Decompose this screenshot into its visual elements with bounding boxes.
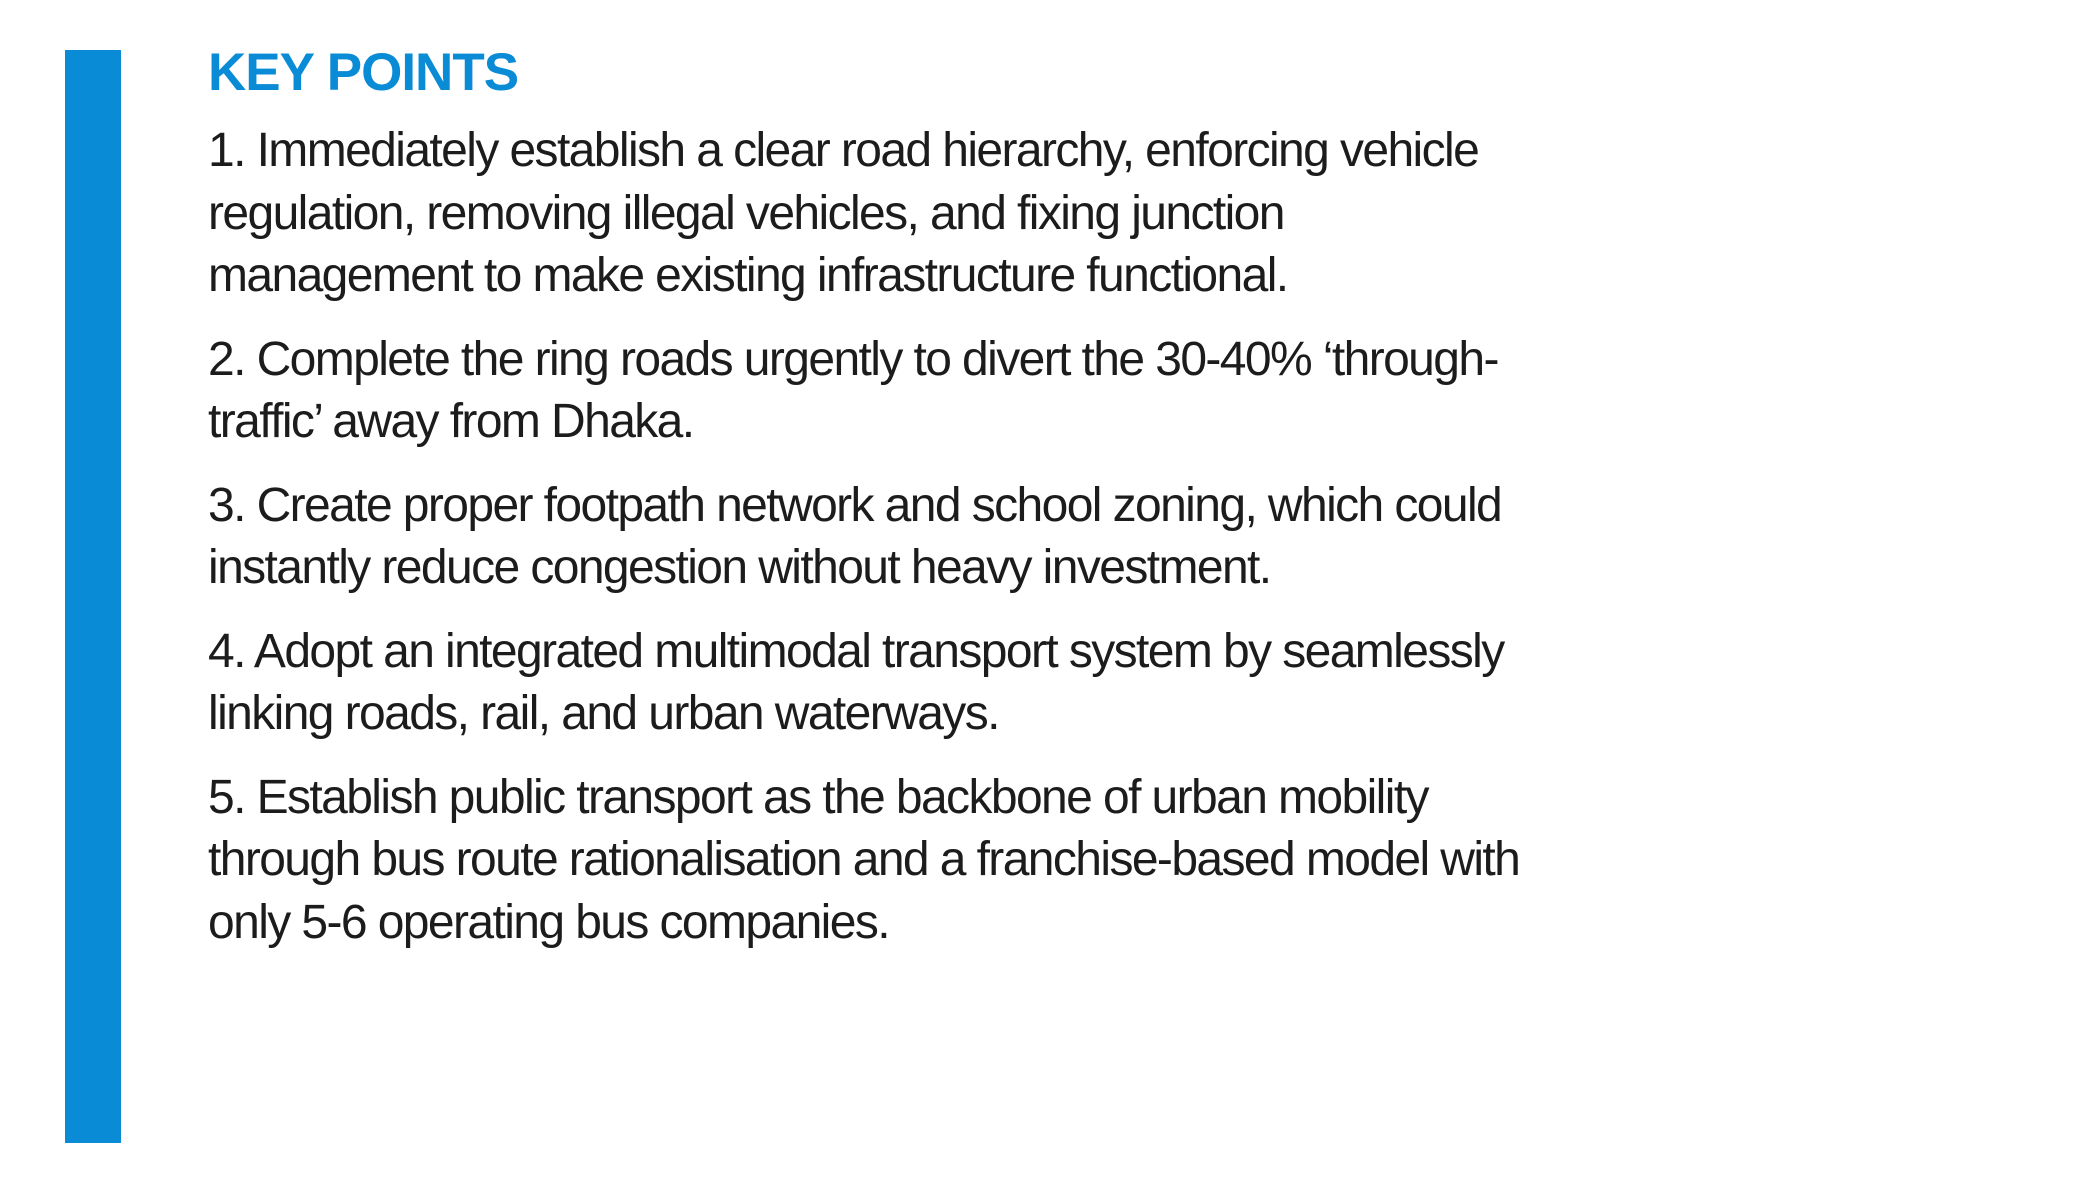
key-points-heading: KEY POINTS [208, 43, 519, 102]
key-point-5: 5. Establish public transport as the backbone of urban mobility through bus route rationalisation and a franchise-based model with only 5-6 operating bus companies. [208, 770, 1520, 949]
key-points-panel [208, 42, 1548, 975]
key-point-3: 3. Create proper footpath network and school zoning, which could instantly reduce congestion without heavy investment. [208, 478, 1502, 594]
key-point-4: 4. Adopt an integrated multimodal transport system by seamlessly linking roads, rail, and urban waterways. [208, 624, 1504, 740]
accent-bar [65, 50, 121, 1143]
key-point-1: 1. Immediately establish a clear road hierarchy, enforcing vehicle regulation, removing illegal vehicles, and fixing junction management to make existing infrastructure functional. [208, 124, 1479, 302]
key-point-2: 2. Complete the ring roads urgently to divert the 30-40% ‘through-traffic’ away from Dhaka. [208, 332, 1498, 448]
